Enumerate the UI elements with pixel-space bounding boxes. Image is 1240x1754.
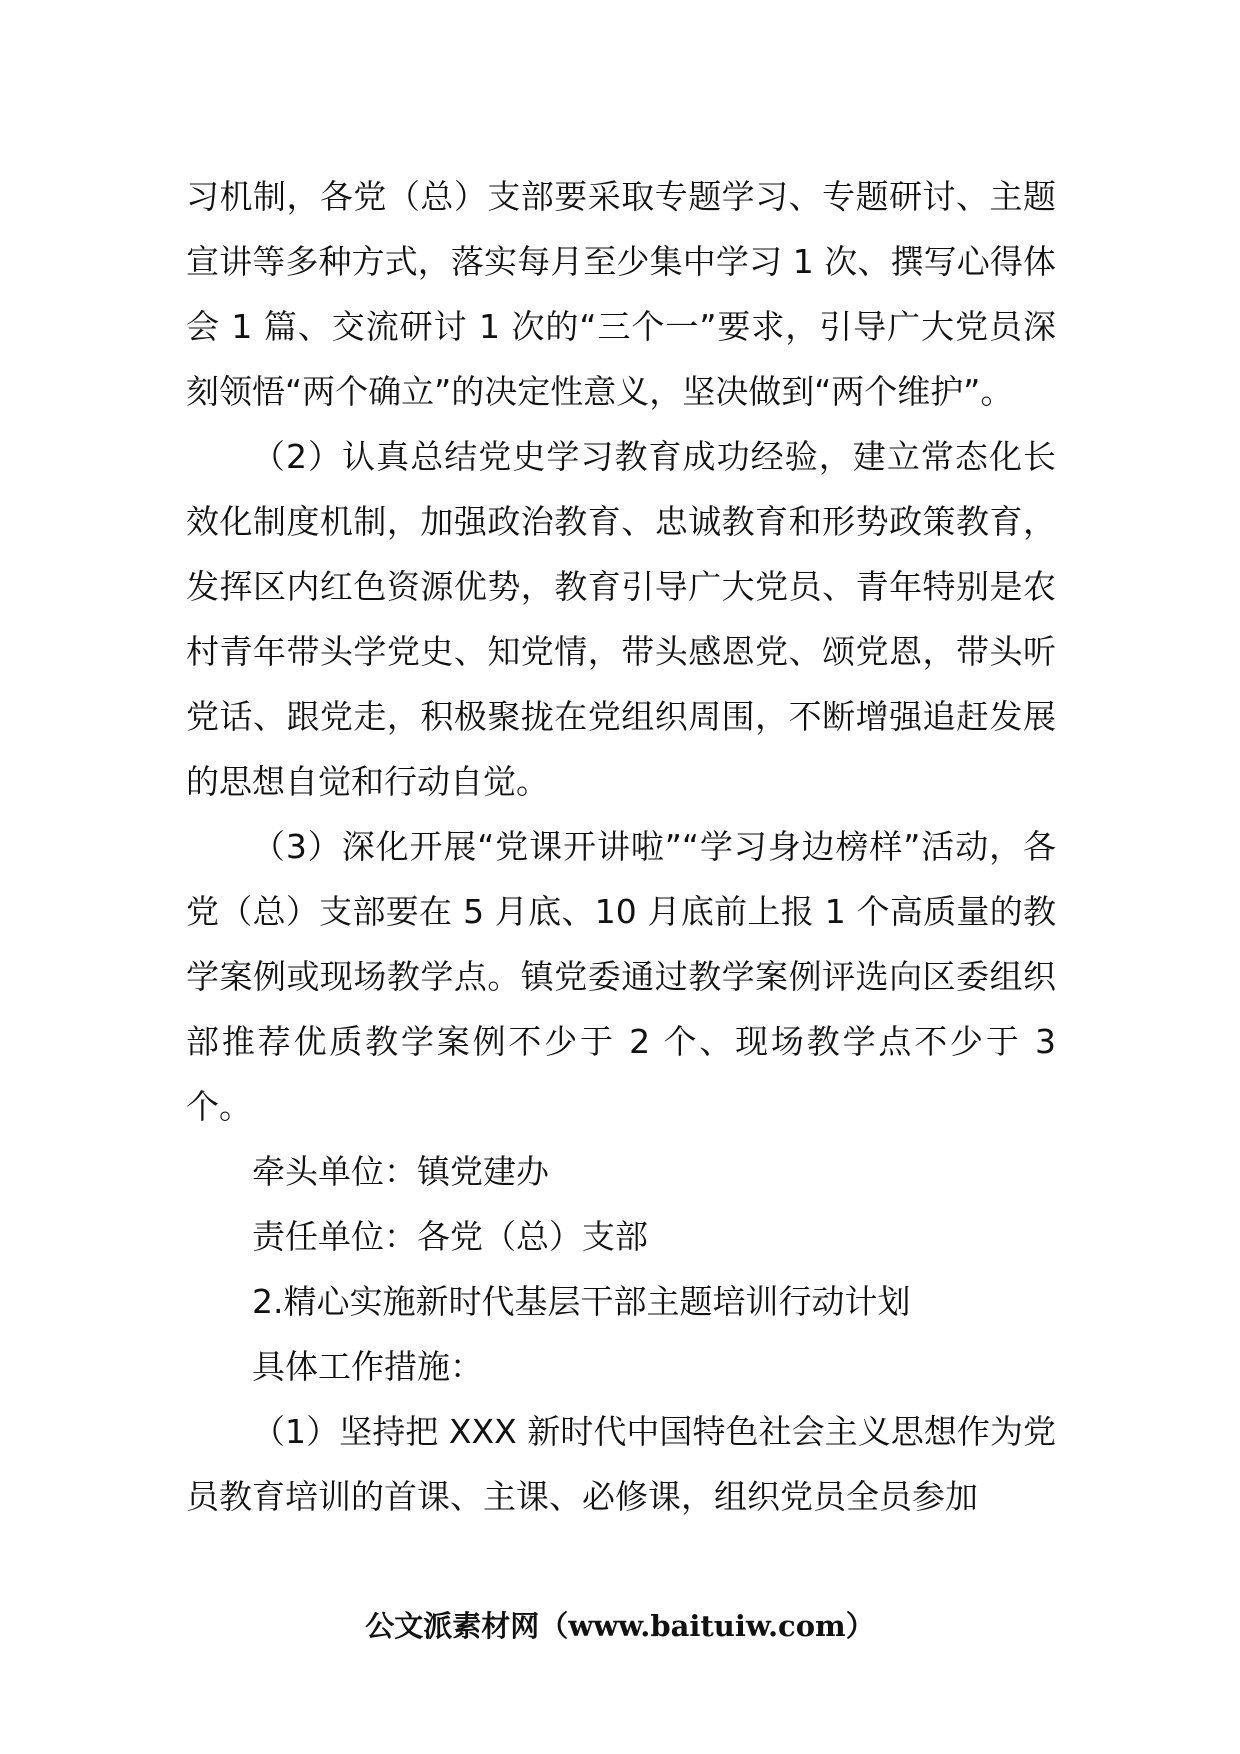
responsible-unit-line: 责任单位：各党（总）支部	[252, 1217, 648, 1256]
measure-item-2: （2）认真总结党史学习教育成功经验，建立常态化长效化制度机制，加强政治教育、忠诚教育和形势政策教育，发挥区内红色资源优势，教育引导广大党员、青年特别是农村青年带头学党史、知党情，带头感恩党、颂党恩，带头听党话、跟党走，积极聚拢在党组织周围，不断增强追赶发展的思想自觉和行动自觉。	[186, 437, 1056, 801]
footer-watermark: 公文派素材网（www.baituiw.com）	[365, 1609, 875, 1643]
continuation-paragraph: 习机制，各党（总）支部要采取专题学习、专题研讨、主题宣讲等多种方式，落实每月至少集中学习 1 次、撰写心得体会 1 篇、交流研讨 1 次的“三个一”要求，引导广大党员深刻领悟“两个确立”的决定性意义，坚决做到“两个维护”。	[186, 177, 1056, 411]
section-heading: 2.精心实施新时代基层干部主题培训行动计划	[252, 1282, 911, 1321]
measures-label: 具体工作措施：	[252, 1347, 483, 1386]
document-body	[186, 164, 1056, 1529]
measure-item-1: （1）坚持把 XXX 新时代中国特色社会主义思想作为党员教育培训的首课、主课、必修课，组织党员全员参加	[186, 1412, 1056, 1516]
measure-item-3: （3）深化开展“党课开讲啦”“学习身边榜样”活动，各党（总）支部要在 5 月底、10 月底前上报 1 个高质量的教学案例或现场教学点。镇党委通过教学案例评选向区委组织部推荐优质教学案例不少于 2 个、现场教学点不少于 3 个。	[186, 827, 1056, 1126]
lead-unit-line: 牵头单位：镇党建办	[252, 1152, 549, 1191]
